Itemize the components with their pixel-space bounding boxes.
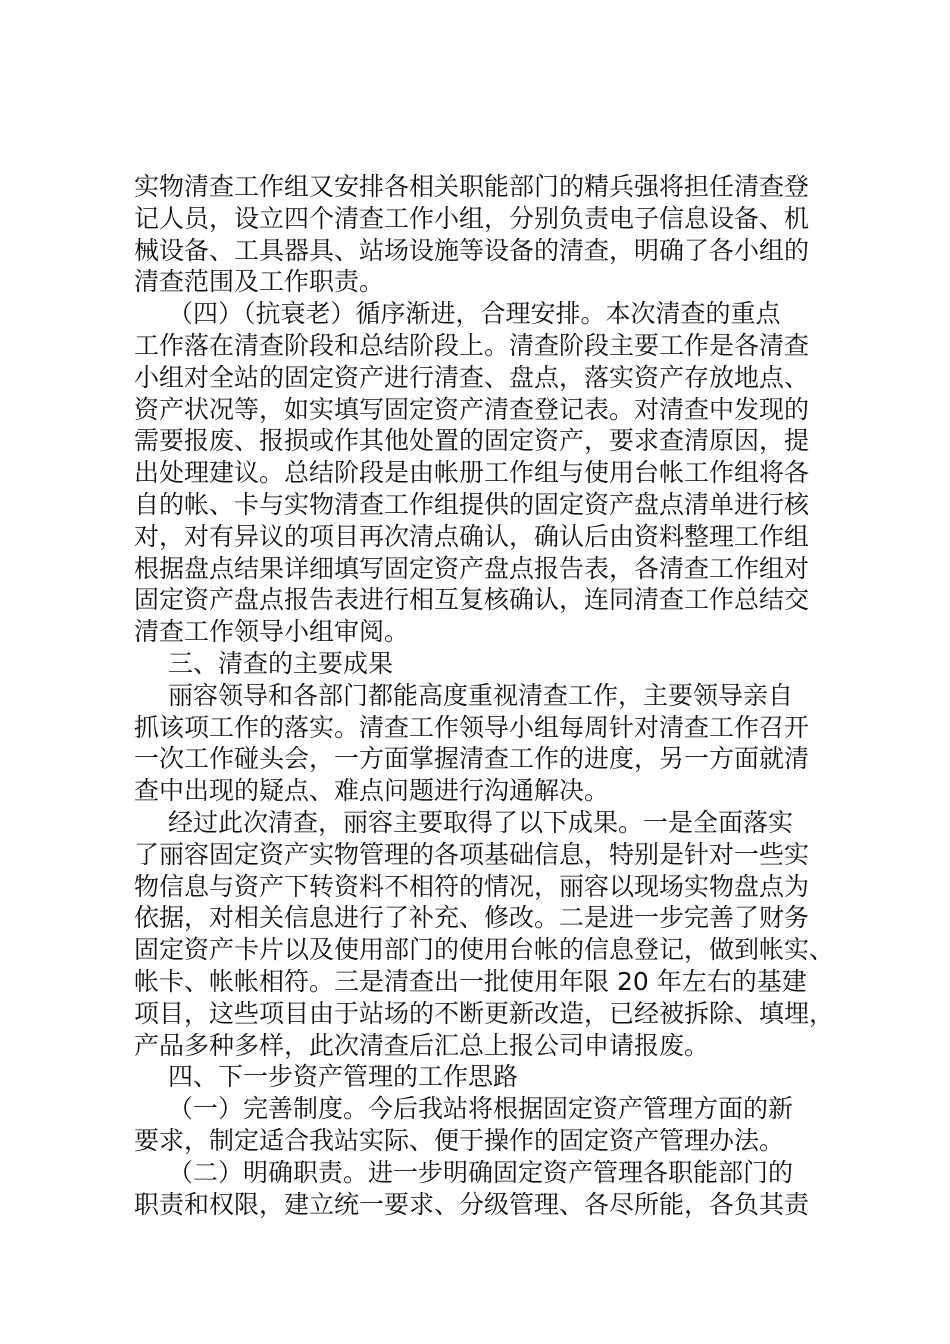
text-line: 固定资产卡片以及使用部门的使用台帐的信息登记，做到帐实、 [134, 935, 834, 965]
text-line: 了丽容固定资产实物管理的各项基础信息，特别是针对一些实 [134, 839, 810, 869]
text-line: 记人员，设立四个清查工作小组，分别负责电子信息设备、机 [134, 203, 810, 233]
text-line: 清查范围及工作职责。 [134, 267, 385, 297]
text-line: （四）（抗衰老）循序渐进，合理安排。本次清查的重点 [168, 299, 781, 329]
text-line: 出处理建议。总结阶段是由帐册工作组与使用台帐工作组将各 [134, 458, 810, 488]
text-line: 械设备、工具器具、站场设施等设备的清查，明确了各小组的 [134, 235, 810, 265]
text-line: （一）完善制度。今后我站将根据固定资产管理方面的新 [168, 1094, 794, 1124]
text-line: 经过此次清查，丽容主要取得了以下成果。一是全面落实 [168, 807, 794, 837]
text-line: 固定资产盘点报告表进行相互复核确认，连同清查工作总结交 [134, 585, 810, 615]
text-line: 小组对全站的固定资产进行清查、盘点，落实资产存放地点、 [134, 362, 810, 392]
text-line: 三、清查的主要成果 [168, 648, 394, 678]
text-line: 实物清查工作组又安排各相关职能部门的精兵强将担任清查登 [134, 172, 810, 201]
text-line: 产品多种多样，此次清查后汇总上报公司申请报废。 [134, 1030, 710, 1060]
text-line: 资产状况等，如实填写固定资产清查登记表。对清查中发现的 [134, 394, 810, 424]
text-line: 物信息与资产下转资料不相符的情况，丽容以现场实物盘点为 [134, 871, 810, 901]
text-line: 职责和权限，建立统一要求、分级管理、各尽所能，各负其责 [134, 1189, 810, 1219]
text-line: （二）明确职责。进一步明确固定资产管理各职能部门的 [168, 1157, 794, 1187]
text-line: 抓该项工作的落实。清查工作领导小组每周针对清查工作召开 [134, 712, 810, 742]
text-line: 一次工作碰头会，一方面掌握清查工作的进度，另一方面就清 [134, 744, 810, 774]
document-body [134, 171, 834, 1220]
text-line: 四、下一步资产管理的工作思路 [168, 1062, 519, 1092]
text-line: 要求，制定适合我站实际、便于操作的固定资产管理办法。 [134, 1125, 785, 1155]
text-line: 依据，对相关信息进行了补充、修改。二是进一步完善了财务 [134, 903, 810, 933]
text-line: 帐卡、帐帐相符。三是清查出一批使用年限 20 年左右的基建 [134, 966, 807, 996]
text-line: 需要报废、报损或作其他处置的固定资产，要求查清原因，提 [134, 426, 810, 456]
text-line: 工作落在清查阶段和总结阶段上。清查阶段主要工作是各清查 [134, 330, 810, 360]
text-line: 自的帐、卡与实物清查工作组提供的固定资产盘点清单进行核 [134, 489, 810, 519]
text-line: 对，对有异议的项目再次清点确认，确认后由资料整理工作组 [134, 521, 810, 551]
text-line: 项目，这些项目由于站场的不断更新改造，已经被拆除、填埋， [134, 998, 834, 1028]
text-line: 查中出现的疑点、难点问题进行沟通解决。 [134, 776, 610, 806]
text-line: 根据盘点结果详细填写固定资产盘点报告表，各清查工作组对 [134, 553, 810, 583]
text-line: 丽容领导和各部门都能高度重视清查工作，主要领导亲自 [168, 680, 794, 710]
text-line: 清查工作领导小组审阅。 [134, 617, 410, 647]
